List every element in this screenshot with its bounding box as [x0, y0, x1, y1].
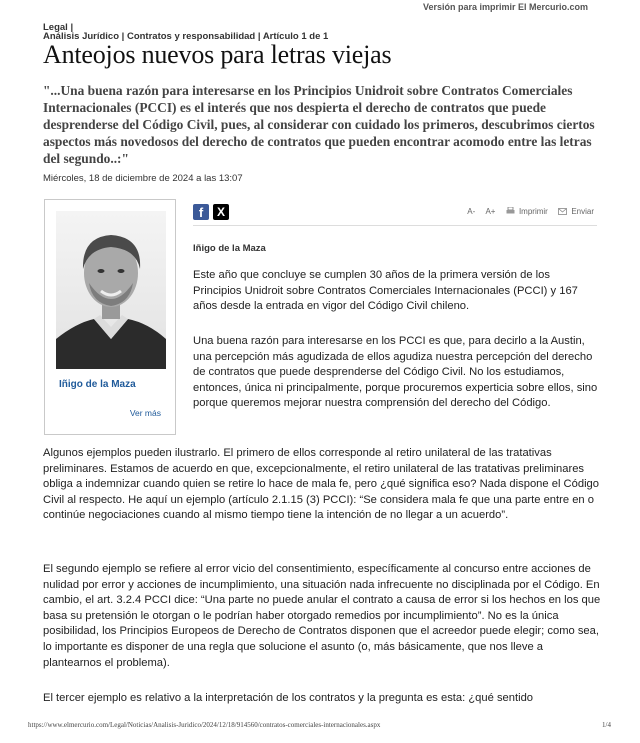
print-icon	[506, 207, 515, 215]
byline: Iñigo de la Maza	[193, 243, 266, 254]
article-date: Miércoles, 18 de diciembre de 2024 a las 13:07	[43, 173, 243, 184]
footer-url: https://www.elmercurio.com/Legal/Noticias/Analisis-Juridico/2024/12/18/914560/contratos-comerciales-internacionales.aspx	[28, 721, 381, 729]
mail-icon	[558, 208, 567, 215]
share-toolbar	[193, 204, 597, 222]
x-icon[interactable]: X	[213, 204, 229, 220]
print-label: Imprimir	[518, 207, 548, 216]
font-increase-icon[interactable]: A+	[485, 207, 496, 216]
divider	[193, 225, 597, 226]
paragraph: Una buena razón para interesarse en los PCCI es que, para decirlo a la Austin, una percepción más agudizada de ellos agudiza nuestra percepción del derecho de contratos que puede desprenderse del Código Civil. No los estudiamos, entonces, única ni principalmente, porque procuremos experticia sobre ellos, sino porque queremos mejorar nuestra comprensión del derecho del Código.	[193, 335, 598, 410]
send-button[interactable]	[558, 207, 594, 216]
paragraph: El tercer ejemplo es relativo a la interpretación de los contratos y la pregunta es esta: ¿qué sentido	[43, 692, 534, 704]
font-decrease-icon[interactable]: A-	[467, 207, 476, 216]
page-number: 1/4	[602, 721, 611, 729]
article-lead: "...Una buena razón para interesarse en los Principios Unidroit sobre Contratos Comerciales Internacionales (PCCI) es el interés que nos despierta el derecho de contratos que puede desprenderse del Código Civil, pues, al considerar con cuidado los primeros, descubrimos ciertos aspectos más novedosos del derecho de contratos que pueden encontrar acomodo entre las letras del segundo..:"	[43, 83, 595, 166]
author-photo	[56, 211, 166, 369]
section-label[interactable]: Legal |	[43, 22, 74, 33]
print-button[interactable]	[506, 207, 550, 216]
paragraph: Algunos ejemplos pueden ilustrarlo. El primero de ellos corresponde al retiro unilateral de las tratativas preliminares. Estamos de acuerdo en que, excepcionalmente, el retiro unilateral de las tratativas preliminares obliga a indemnizar cuando quien se retire lo hace de mala fe, pero ¿qué significa eso? Nada dispone el Código Civil al respecto. He aquí un ejemplo (artículo 2.1.15 (3) PCCI): “Se considera mala fe que una parte entre en o continúe negociaciones cuando al mismo tiempo tiene la intención de no llegar a un acuerdo”.	[43, 447, 599, 522]
send-label: Enviar	[571, 207, 594, 216]
print-version-label: Versión para imprimir El Mercurio.com	[422, 2, 588, 12]
paragraph: Este año que concluye se cumplen 30 años de la primera versión de los Principios Unidroit sobre Contratos Comerciales Internacionales (PCCI) y 167 años desde la entrada en vigor del Código Civil chileno.	[193, 269, 578, 313]
author-card	[44, 199, 176, 435]
breadcrumb[interactable]: Análisis Jurídico | Contratos y responsabilidad | Artículo 1 de 1	[43, 31, 329, 42]
facebook-icon[interactable]: f	[193, 204, 209, 220]
paragraph: El segundo ejemplo se refiere al error vicio del consentimiento, específicamente al concurso entre acciones de nulidad por error y acciones de incumplimiento, una situación nada infrecuente no disciplinada por el Código. En cambio, el art. 3.2.4 PCCI dice: “Una parte no puede anular el contrato a causa de error si los hechos en los que basa su pretensión le otorgan o le podrían haber otorgado remedios por incumplimiento”. No es la única posibilidad, los Principios Europeos de Derecho de Contratos disponen que el acreedor puede elegir; como sea, lo importante es disponer de una regla que solucione el asunto (o, más básicamente, que nos lleve a plantearnos el problema).	[43, 563, 601, 669]
see-more-link[interactable]: Ver más	[129, 408, 161, 418]
author-card-name[interactable]: Iñigo de la Maza	[59, 379, 136, 390]
article-tools	[459, 207, 594, 216]
page-title: Anteojos nuevos para letras viejas	[43, 40, 392, 69]
